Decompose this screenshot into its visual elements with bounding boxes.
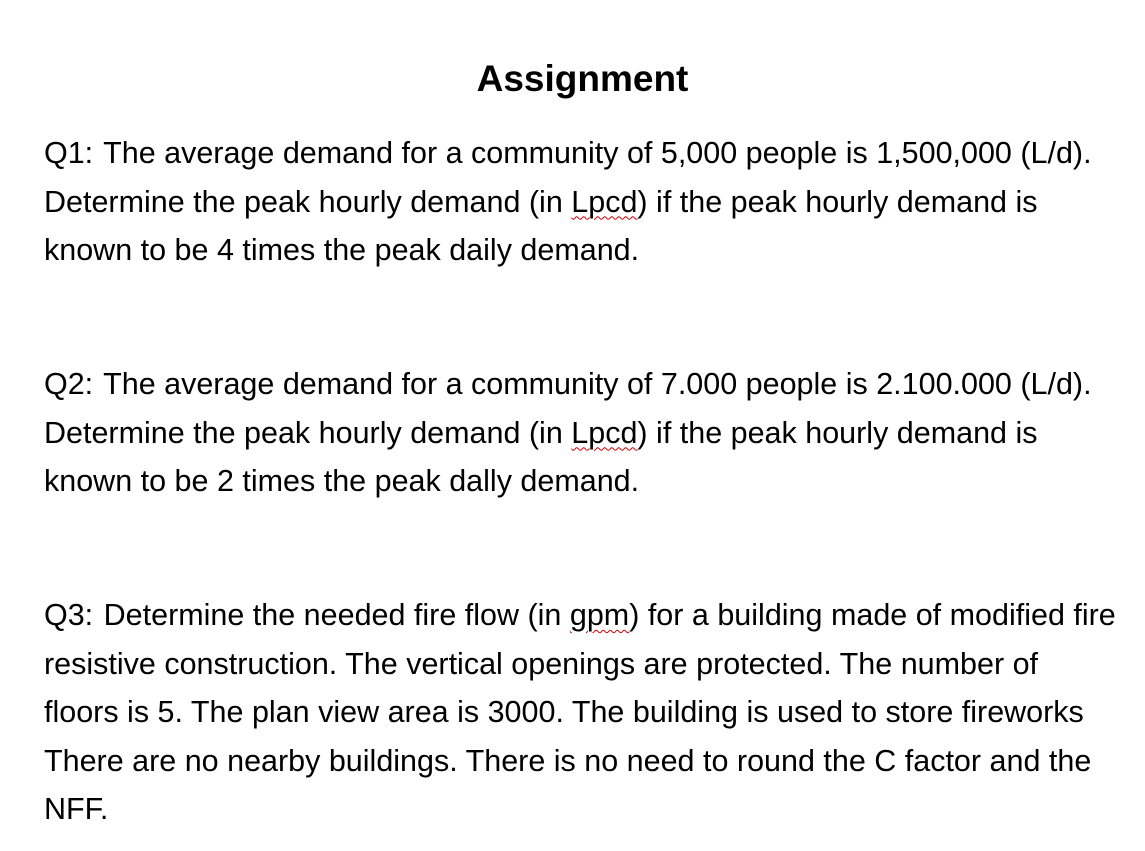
question-1-flagged-word: Lpcd	[571, 184, 638, 219]
question-3-text-before: Determine the needed fire flow (in	[95, 598, 570, 632]
question-3-flagged-word: gpm	[569, 598, 630, 632]
question-2-text-before: The average demand for a community of 7.000 people is 2.100.000 (L/d). Determine the peak hourly demand (in	[44, 367, 1101, 450]
question-3	[44, 591, 1125, 834]
page-title: Assignment	[476, 58, 689, 99]
question-1	[44, 129, 1119, 275]
question-2	[44, 360, 1119, 506]
question-2-label: Q2:	[44, 367, 94, 401]
question-1-text-before: The average demand for a community of 5,000 people is 1,500,000 (L/d). Determine the peak hourly demand (in	[44, 136, 1101, 219]
question-3-label: Q3:	[44, 598, 94, 632]
question-1-text-after: ) if the peak hourly demand is known to be 4 times the peak daily demand.	[44, 184, 1046, 267]
question-3-text-after: ) for a building made of modified fire resistive construction. The vertical openings are protected. The number of floors is 5. The plan view area is 3000. The building is used to store fireworks There are no nearby buildings. There is no need to round the C factor and the NFF.	[44, 598, 1125, 826]
question-2-flagged-word: Lpcd	[571, 415, 638, 450]
question-1-label: Q1:	[44, 136, 94, 170]
question-2-text-after: ) if the peak hourly demand is known to be 2 times the peak dally demand.	[44, 415, 1046, 498]
